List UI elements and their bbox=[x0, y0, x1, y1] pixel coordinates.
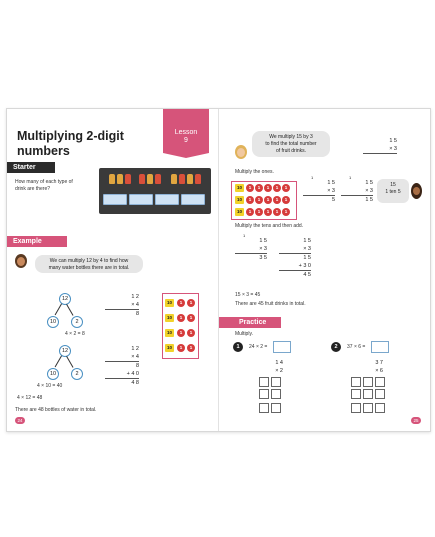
one-counter: 1 bbox=[282, 208, 290, 216]
juice-bottle bbox=[125, 174, 131, 184]
place-value-grid-left bbox=[162, 293, 199, 359]
tree1-right-circle bbox=[71, 316, 83, 328]
q2-digit-box[interactable] bbox=[375, 377, 385, 387]
one-counter: 1 bbox=[177, 314, 185, 322]
one-counter: 1 bbox=[264, 184, 272, 192]
ten-counter: 10 bbox=[166, 315, 172, 320]
tree2-top-value: 12 bbox=[61, 348, 69, 354]
right-equation: 15 × 3 = 45 bbox=[235, 292, 261, 298]
question-1-text: 24 × 2 = bbox=[249, 344, 268, 350]
juice-bottle bbox=[117, 174, 123, 184]
calc-d-row-5: 4 5 bbox=[279, 270, 311, 279]
juice-bottle bbox=[187, 174, 193, 184]
one-counter: 1 bbox=[282, 196, 290, 204]
calc2-row-2: × 4 bbox=[131, 354, 139, 360]
one-counter: 1 bbox=[273, 196, 281, 204]
side-speech-bubble bbox=[377, 179, 409, 203]
example-heading bbox=[7, 236, 67, 247]
one-counter: 1 bbox=[264, 208, 272, 216]
page-number-left: 24 bbox=[15, 417, 25, 424]
q2-digit-box[interactable] bbox=[363, 389, 373, 399]
q2-digit-box[interactable] bbox=[375, 403, 385, 413]
right-speech-bubble bbox=[252, 131, 330, 157]
q1-digit-box[interactable] bbox=[259, 403, 269, 413]
ten-counter: 10 bbox=[166, 345, 172, 350]
tree2-equation: 4 × 10 = 40 bbox=[37, 383, 63, 389]
one-counter: 1 bbox=[187, 329, 195, 337]
tree1-left-circle bbox=[47, 316, 59, 328]
practice-heading bbox=[219, 317, 281, 328]
q1-digit-box[interactable] bbox=[259, 389, 269, 399]
juice-bottle bbox=[195, 174, 201, 184]
place-value-grid-right bbox=[231, 181, 297, 220]
starter-question-line-2: drink are there? bbox=[15, 186, 51, 192]
one-counter: 1 bbox=[273, 208, 281, 216]
girl-face bbox=[17, 257, 25, 266]
top-calc-row-2: × 3 bbox=[389, 146, 397, 152]
one-counter: 1 bbox=[187, 299, 195, 307]
water-pack bbox=[155, 194, 179, 205]
question-2-number: 2 bbox=[331, 342, 341, 352]
starter-label: Starter bbox=[13, 164, 36, 171]
girl-face-right bbox=[413, 187, 420, 195]
top-calc-answer-line bbox=[363, 153, 397, 162]
speech-line-2: to find the total number bbox=[265, 141, 317, 147]
q2-digit-box[interactable] bbox=[363, 377, 373, 387]
question-1-answer-box[interactable] bbox=[273, 341, 291, 353]
top-calc-row-1: 1 5 bbox=[389, 138, 397, 144]
calc1-row-2: × 4 bbox=[131, 302, 139, 308]
one-counter: 1 bbox=[255, 208, 263, 216]
calc-b-row-2: × 3 bbox=[365, 188, 373, 194]
calc-a-row-2: × 3 bbox=[327, 188, 335, 194]
speech-line-1: We can multiply 12 by 4 to find how bbox=[49, 258, 129, 264]
column-calc-d bbox=[279, 237, 311, 279]
q2-calc-row-2: × 6 bbox=[375, 368, 383, 374]
workbook-spread bbox=[6, 108, 431, 432]
calc-c-row-1-digits: 1 5 bbox=[259, 238, 267, 244]
q1-digit-box[interactable] bbox=[271, 377, 281, 387]
q2-digit-box[interactable] bbox=[351, 377, 361, 387]
one-counter: 1 bbox=[255, 184, 263, 192]
one-counter: 1 bbox=[177, 329, 185, 337]
q2-digit-box[interactable] bbox=[351, 389, 361, 399]
question-1-number: 1 bbox=[233, 342, 243, 352]
one-counter: 1 bbox=[187, 344, 195, 352]
tree1-equation: 4 × 2 = 8 bbox=[65, 331, 85, 337]
q1-digit-box[interactable] bbox=[271, 389, 281, 399]
page-spine bbox=[218, 109, 219, 431]
question-2-answer-box[interactable] bbox=[371, 341, 389, 353]
one-counter: 1 bbox=[246, 208, 254, 216]
top-column-calc bbox=[363, 137, 397, 162]
speech-line-1: We multiply 15 by 3 bbox=[269, 134, 313, 140]
title-line-2: numbers bbox=[17, 144, 70, 158]
water-pack bbox=[181, 194, 205, 205]
calc-d-row-3: 1 5 bbox=[279, 253, 311, 262]
calc-a-row-1 bbox=[303, 175, 335, 187]
lesson-label: Lesson bbox=[174, 129, 198, 136]
tree1-right-value: 2 bbox=[75, 319, 79, 325]
q1-calc-row-1: 1 4 bbox=[275, 360, 283, 366]
boy-face bbox=[237, 148, 245, 157]
tree-branch bbox=[66, 304, 73, 316]
calc1-row-1: 1 2 bbox=[131, 294, 139, 300]
example-label: Example bbox=[13, 238, 42, 245]
speech-line-3: of fruit drinks. bbox=[275, 148, 306, 154]
question-1-calc bbox=[251, 359, 283, 375]
result-equation: 4 × 12 = 48 bbox=[17, 395, 43, 401]
lesson-number: 9 bbox=[184, 137, 188, 144]
calc-c-row-1 bbox=[235, 233, 267, 245]
page-number-right: 25 bbox=[411, 417, 421, 424]
one-counter: 1 bbox=[255, 196, 263, 204]
calc-b-row-3: 1 5 bbox=[341, 195, 373, 204]
q2-digit-box[interactable] bbox=[363, 403, 373, 413]
calc-d-row-1: 1 5 bbox=[303, 238, 311, 244]
calc2-row-3: 8 bbox=[105, 361, 139, 370]
q1-digit-box[interactable] bbox=[271, 403, 281, 413]
one-counter: 1 bbox=[246, 196, 254, 204]
one-counter: 1 bbox=[273, 184, 281, 192]
water-pack bbox=[103, 194, 127, 205]
water-pack bbox=[129, 194, 153, 205]
one-counter: 1 bbox=[177, 299, 185, 307]
column-calc-c bbox=[235, 233, 267, 262]
tree2-left-circle bbox=[47, 368, 59, 380]
lesson-title bbox=[17, 129, 167, 159]
one-counter: 1 bbox=[264, 196, 272, 204]
column-calc-1 bbox=[105, 293, 139, 318]
calc-c-row-2: × 3 bbox=[259, 246, 267, 252]
calc1-row-3: 8 bbox=[105, 309, 139, 318]
q2-calc-row-1: 3 7 bbox=[375, 360, 383, 366]
juice-bottle bbox=[171, 174, 177, 184]
calc2-row-4: + 4 0 bbox=[126, 371, 139, 377]
calc2-row-5: 4 8 bbox=[105, 378, 139, 387]
q1-calc-row-2: × 2 bbox=[275, 368, 283, 374]
calc2-row-1: 1 2 bbox=[131, 346, 139, 352]
right-conclusion: There are 45 fruit drinks in total. bbox=[235, 301, 306, 307]
title-line-1: Multiplying 2-digit bbox=[17, 129, 124, 143]
column-calc-2 bbox=[105, 345, 139, 387]
calc-c-row-3: 3 5 bbox=[235, 253, 267, 262]
tree-branch bbox=[55, 356, 62, 368]
one-counter: 1 bbox=[282, 184, 290, 192]
ten-counter: 10 bbox=[236, 209, 242, 214]
juice-bottle bbox=[147, 174, 153, 184]
speech-line-2: many water bottles there are in total. bbox=[48, 265, 130, 271]
calc-d-row-2: × 3 bbox=[303, 246, 311, 252]
starter-question bbox=[15, 179, 95, 193]
question-2-text: 37 × 6 = bbox=[347, 344, 366, 350]
tree-branch bbox=[66, 356, 73, 368]
one-counter: 1 bbox=[246, 184, 254, 192]
tree-branch bbox=[55, 304, 62, 316]
example-speech-bubble bbox=[35, 255, 143, 273]
practice-label: Practice bbox=[239, 319, 267, 326]
calc-d-row-4: + 3 0 bbox=[298, 263, 311, 269]
lesson-tab bbox=[163, 109, 209, 153]
tree2-left-value: 10 bbox=[49, 371, 57, 377]
calc-a-row-1-digits: 1 5 bbox=[327, 180, 335, 186]
multiply-tens-label: Multiply the tens and then add. bbox=[235, 223, 304, 229]
calc-b-row-1 bbox=[341, 175, 373, 187]
q1-digit-box[interactable] bbox=[259, 377, 269, 387]
one-counter: 1 bbox=[177, 344, 185, 352]
ten-counter: 10 bbox=[166, 330, 172, 335]
tree2-right-circle bbox=[71, 368, 83, 380]
calc-a-row-3: 5 bbox=[303, 195, 335, 204]
carry-digit: 1 bbox=[243, 233, 246, 238]
juice-bottle bbox=[155, 174, 161, 184]
example-conclusion: There are 48 bottles of water in total. bbox=[15, 407, 97, 413]
starter-heading bbox=[7, 162, 55, 173]
question-2-calc bbox=[349, 359, 383, 375]
tree1-left-value: 10 bbox=[49, 319, 57, 325]
multiply-ones-label: Multiply the ones. bbox=[235, 169, 274, 175]
ten-counter: 10 bbox=[166, 300, 172, 305]
column-calc-a bbox=[303, 175, 335, 204]
juice-bottle bbox=[179, 174, 185, 184]
calc-b-row-1-digits: 1 5 bbox=[365, 180, 373, 186]
side-bubble-line-1: 15 bbox=[390, 182, 396, 188]
starter-question-line-1: How many of each type of bbox=[15, 179, 73, 185]
one-counter: 1 bbox=[187, 314, 195, 322]
juice-bottle bbox=[109, 174, 115, 184]
q2-digit-box[interactable] bbox=[351, 403, 361, 413]
tree2-right-value: 2 bbox=[75, 371, 79, 377]
multiply-instruction: Multiply. bbox=[235, 331, 253, 337]
q2-digit-box[interactable] bbox=[375, 389, 385, 399]
ten-counter: 10 bbox=[236, 185, 242, 190]
column-calc-b bbox=[341, 175, 373, 204]
carry-digit: 1 bbox=[311, 175, 314, 180]
tree1-top-value: 12 bbox=[61, 296, 69, 302]
drinks-shelf-image bbox=[99, 168, 211, 214]
juice-bottle bbox=[139, 174, 145, 184]
side-bubble-line-2: 1 ten 5 bbox=[385, 189, 401, 195]
ten-counter: 10 bbox=[236, 197, 242, 202]
carry-digit: 1 bbox=[349, 175, 352, 180]
